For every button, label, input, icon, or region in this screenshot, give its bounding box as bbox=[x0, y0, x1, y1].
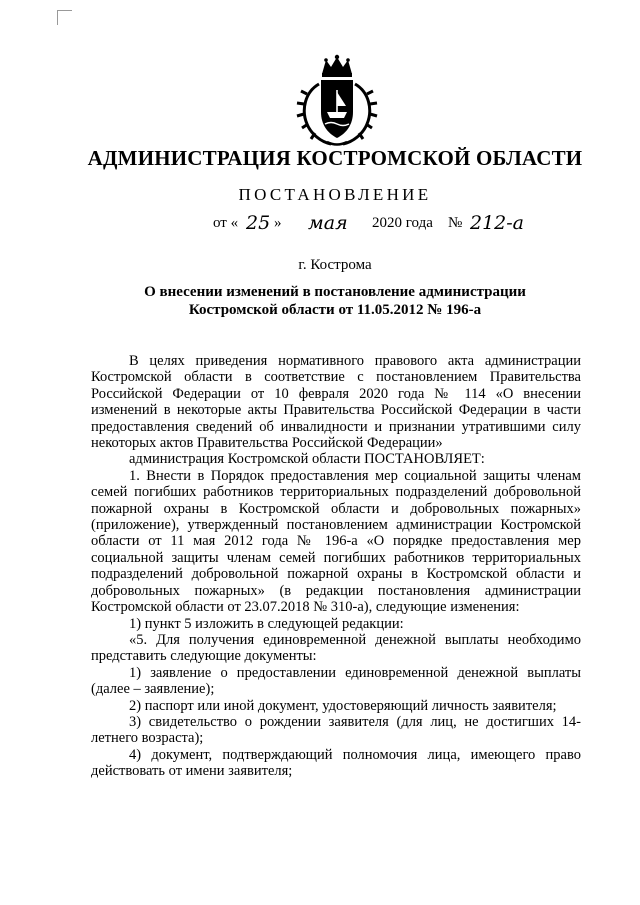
body-paragraph: администрация Костромской области ПОСТАНОВЛЯЕТ: bbox=[129, 451, 485, 468]
body-paragraph: В целях приведения нормативного правового акта администрации Костромской области в соответствие с постановлением Правительства Российской Федерации от 10 февраля 2020 года № 114 «О внесении изменений в некоторые акты Правительства Российской Федерации в части предоставления сведений об инвалидности и признании утратившими силу некоторых актов Правительства Российской Федерации» bbox=[91, 353, 581, 452]
coat-of-arms-icon bbox=[295, 54, 379, 148]
date-year: 2020 года bbox=[372, 215, 433, 231]
document-body bbox=[91, 353, 581, 780]
date-day-close: » bbox=[274, 215, 282, 231]
subject-line-2: Костромской области от 11.05.2012 № 196-а bbox=[188, 302, 482, 318]
date-day: 25 bbox=[246, 212, 271, 234]
document-type: ПОСТАНОВЛЕНИЕ bbox=[238, 185, 432, 204]
body-paragraph: 1) пункт 5 изложить в следующей редакции: bbox=[129, 615, 404, 632]
date-month: мая bbox=[308, 212, 348, 234]
body-paragraph: 1) заявление о предоставлении единовременной денежной выплаты (далее – заявление); bbox=[91, 664, 581, 698]
date-number-line bbox=[0, 212, 640, 245]
body-paragraph: «5. Для получения единовременной денежной выплаты необходимо представить следующие документы: bbox=[91, 631, 581, 665]
scan-corner-mark bbox=[57, 10, 72, 25]
subject-line-1: О внесении изменений в постановление администрации bbox=[144, 284, 526, 300]
city: г. Кострома bbox=[298, 257, 372, 273]
document-subject bbox=[125, 283, 545, 319]
body-paragraph: 4) документ, подтверждающий полномочия лица, имеющего право действовать от имени заявителя; bbox=[91, 746, 581, 780]
number-sign: № bbox=[448, 215, 463, 231]
body-paragraph: 3) свидетельство о рождении заявителя (для лиц, не достигших 14-летнего возраста); bbox=[91, 713, 581, 747]
body-paragraph: 2) паспорт или иной документ, удостоверяющий личность заявителя; bbox=[129, 697, 557, 714]
document-number: 212-а bbox=[470, 212, 525, 234]
organization-title: АДМИНИСТРАЦИЯ КОСТРОМСКОЙ ОБЛАСТИ bbox=[87, 146, 583, 170]
date-prefix: от « bbox=[213, 215, 239, 231]
body-paragraph: 1. Внести в Порядок предоставления мер социальной защиты членам семей погибших работников территориальных подразделений добровольной пожарной охраны в Костромской области и добровольных пожарных» (приложение), утвержденный постановлением администрации Костромской области от 11 мая 2012 года № 196-а «О порядке предоставления мер социальной защиты членам семей погибших работников территориальных подразделений добровольной пожарной охраны в Костромской области и добровольных пожарных» (в редакции постановления администрации Костромской области от 23.07.2018 № 310-а), следующие изменения: bbox=[91, 467, 581, 616]
